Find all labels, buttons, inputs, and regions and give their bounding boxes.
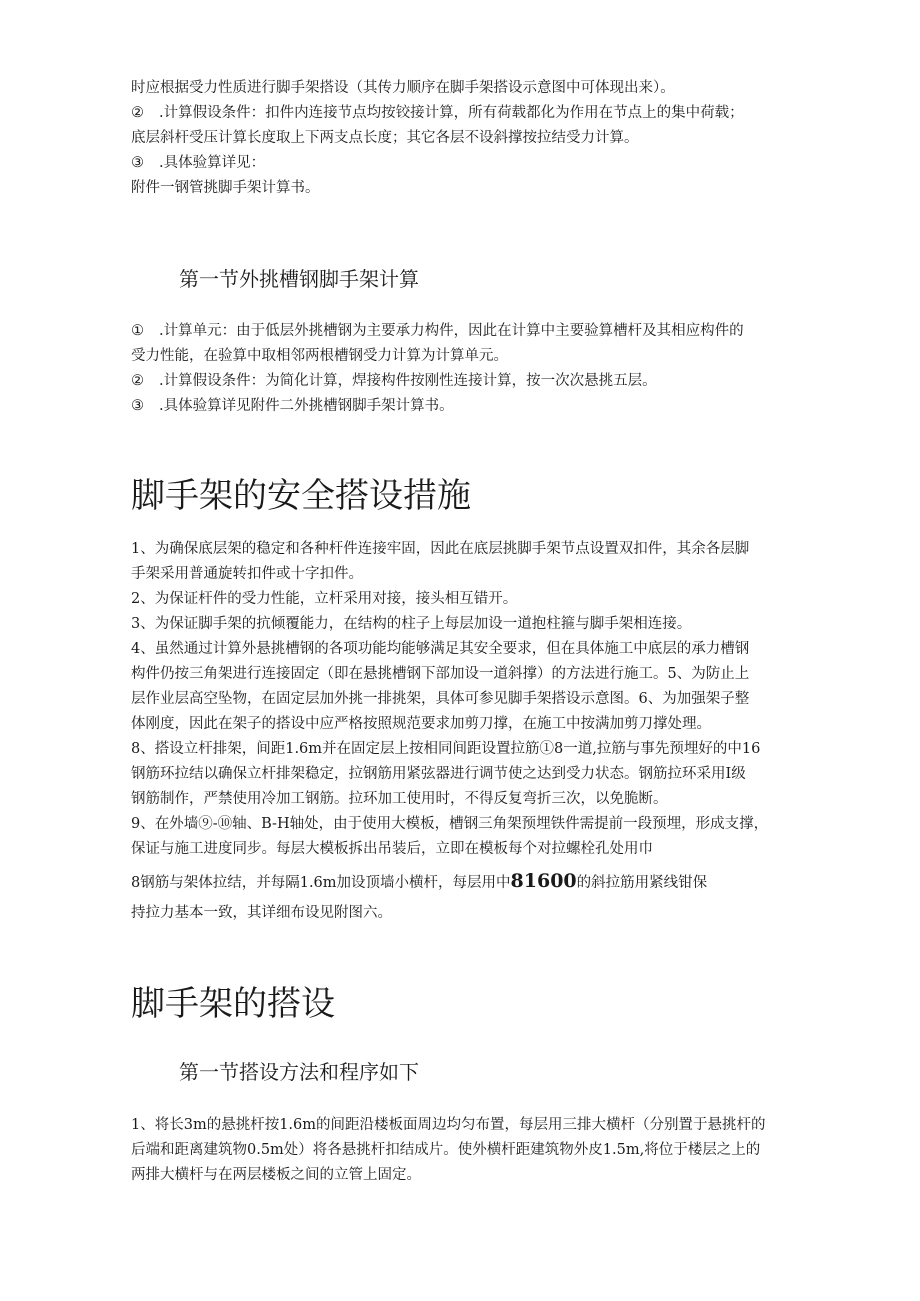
paragraph-line: 手架采用普通旋转扣件或十字扣件。: [131, 566, 363, 582]
list-marker: ②: [131, 105, 144, 121]
chapter-heading: 脚手架的安全搭设措施: [131, 476, 471, 516]
list-text: .计算假设条件：扣件内连接节点均按铰接计算，所有荷载都化为作用在节点上的集中荷载；: [159, 105, 744, 121]
paragraph-line: 4、虽然通过计算外悬挑槽钢的各项功能均能够满足其安全要求，但在具体施工中底层的承力槽钢: [131, 641, 750, 657]
paragraph-line: 体刚度，因此在架子的搭设中应严格按照规范要求加剪刀撑，在施工中按满加剪刀撑处理。: [131, 716, 711, 732]
paragraph-line: 9、在外墙⑨-⑩轴、B-H轴处，由于使用大模板，槽钢三角架预埋铁件需提前一段预埋，形成支撑，: [131, 816, 769, 832]
paragraph-line: 层作业层高空坠物，在固定层加外挑一排挑架，具体可参见脚手架搭设示意图。6、为加强架子整: [131, 691, 750, 707]
text-run: 8钢筋与架体拉结，并每隔1.6m加设顶墙小横杆，每层用中: [131, 875, 511, 891]
paragraph-line: 保证与施工进度同步。每层大模板拆出吊装后，立即在模板每个对拉螺栓孔处用巾: [131, 841, 653, 857]
list-marker: ②: [131, 373, 144, 389]
paragraph-line: 两排大横杆与在两层楼板之间的立管上固定。: [131, 1167, 421, 1183]
paragraph-line: [131, 396, 454, 416]
paragraph-line: 受力性能，在验算中取相邻两根槽钢受力计算为计算单元。: [131, 348, 508, 364]
paragraph-line: 2、为保证杆件的受力性能，立杆采用对接，接头相互错开。: [131, 591, 518, 607]
paragraph-line: 持拉力基本一致，其详细布设见附图六。: [131, 905, 392, 921]
paragraph-line: 钢筋环拉结以确保立杆排架稳定，拉钢筋用紧弦器进行调节使之达到受力状态。钢筋拉环采用I级: [131, 766, 746, 782]
paragraph-line: 3、为保证脚手架的抗倾覆能力，在结构的柱子上每层加设一道抱柱箍与脚手架相连接。: [131, 616, 692, 632]
list-text: .计算单元：由于低层外挑槽钢为主要承力构件，因此在计算中主要验算槽杆及其相应构件的: [159, 323, 744, 339]
paragraph-line: 底层斜杆受压计算长度取上下两支点长度；其它各层不设斜撑按拉结受力计算。: [131, 130, 639, 146]
section-heading: 第一节搭设方法和程序如下: [179, 1060, 419, 1084]
paragraph-line: 构件仍按三角架进行连接固定（即在悬挑槽钢下部加设一道斜撑）的方法进行施工。5、为防止上: [131, 666, 750, 682]
list-marker: ①: [131, 323, 144, 339]
list-marker: ③: [131, 155, 144, 171]
emphasized-number: 81600: [510, 870, 577, 892]
paragraph-line: 钢筋制作，严禁使用冷加工钢筋。拉环加工使用时，不得反复弯折三次，以免脆断。: [131, 791, 668, 807]
list-marker: ③: [131, 398, 144, 414]
list-text: .计算假设条件：为简化计算，焊接构件按刚性连接计算，按一次次悬挑五层。: [159, 373, 657, 389]
paragraph-line: 1、将长3m的悬挑杆按1.6m的间距沿楼板面周边均匀布置，每层用三排大横杆（分别置于悬挑杆的: [131, 1117, 766, 1133]
paragraph-line: [131, 371, 657, 391]
paragraph-line: 后端和距离建筑物0.5m处）将各悬挑杆扣结成片。使外横杆距建筑物外皮1.5m,将位于楼层之上的: [131, 1142, 761, 1158]
paragraph-line: [131, 153, 265, 173]
text-run: 的斜拉筋用紧线钳保: [576, 875, 708, 891]
list-text: .具体验算详见附件二外挑槽钢脚手架计算书。: [159, 398, 454, 414]
chapter-heading: 脚手架的搭设: [131, 984, 335, 1024]
section-heading: 第一节外挑槽钢脚手架计算: [179, 267, 419, 291]
paragraph-line: 1、为确保底层架的稳定和各种杆件连接牢固，因此在底层挑脚手架节点设置双扣件，其余各层脚: [131, 541, 750, 557]
paragraph-line: [131, 871, 707, 893]
paragraph-line: [131, 321, 744, 341]
paragraph-line: 附件一钢管挑脚手架计算书。: [131, 180, 320, 196]
paragraph-line: [131, 103, 744, 123]
paragraph-line: 8、搭设立杆排架，间距1.6m并在固定层上按相同间距设置拉筋①8一道,拉筋与事先预埋好的中16: [131, 741, 761, 757]
list-text: .具体验算详见：: [159, 155, 266, 171]
paragraph-line: 时应根据受力性质进行脚手架搭设（其传力顺序在脚手架搭设示意图中可体现出来）。: [131, 80, 675, 96]
